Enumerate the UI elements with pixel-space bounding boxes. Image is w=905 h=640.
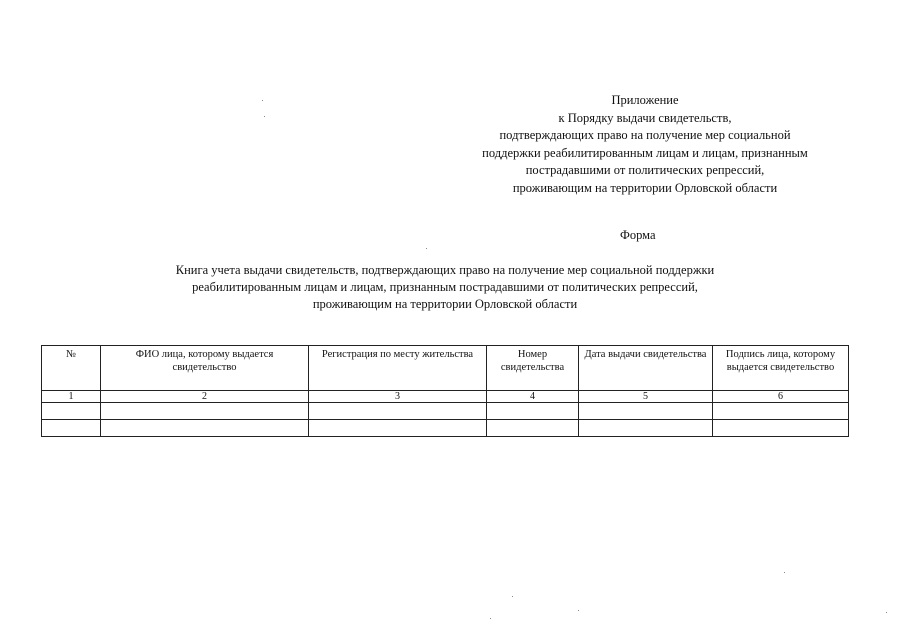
table-cell — [101, 420, 309, 437]
form-label: Форма — [620, 228, 656, 242]
table-cell — [309, 420, 487, 437]
scan-speck — [578, 610, 579, 611]
table-row — [42, 403, 849, 420]
appendix-title: Приложение — [611, 93, 679, 107]
book-title-line: реабилитированным лицам и лицам, признанным пострадавшими от политических репрессий, — [192, 280, 698, 294]
table-cell — [713, 420, 849, 437]
column-number: 2 — [101, 391, 309, 403]
column-number: 4 — [487, 391, 579, 403]
table-row — [42, 420, 849, 437]
appendix-line: пострадавшими от политических репрессий, — [525, 163, 765, 177]
header-certificate-number: Номер свидетельства — [487, 346, 579, 391]
header-signature: Подпись лица, которому выдается свидетельство — [713, 346, 849, 391]
header-registration: Регистрация по месту жительства — [309, 346, 487, 391]
table-cell — [579, 403, 713, 420]
table-header-row — [42, 346, 849, 391]
book-title-line: проживающим на территории Орловской области — [312, 297, 578, 311]
book-title-line: Книга учета выдачи свидетельств, подтверждающих право на получение мер социальной поддержки — [175, 263, 715, 277]
header-number: № — [42, 346, 101, 391]
scan-speck — [262, 100, 263, 101]
scan-speck — [784, 572, 785, 573]
column-number-row — [42, 391, 849, 403]
appendix-line: к Порядку выдачи свидетельств, — [558, 110, 732, 125]
registry-table — [41, 345, 849, 437]
appendix-block — [440, 92, 850, 197]
appendix-line: проживающим на территории Орловской области — [512, 180, 778, 195]
book-title — [60, 262, 830, 313]
appendix-line: подтверждающих право на получение мер социальной — [499, 128, 791, 142]
scan-speck — [490, 618, 491, 619]
table-cell — [42, 403, 101, 420]
table-cell — [101, 403, 309, 420]
scan-speck — [512, 596, 513, 597]
scan-speck — [264, 116, 265, 117]
column-number: 6 — [713, 391, 849, 403]
header-issue-date: Дата выдачи свидетельства — [579, 346, 713, 391]
header-full-name: ФИО лица, которому выдается свидетельство — [101, 346, 309, 391]
scan-speck — [886, 612, 887, 613]
table-cell — [579, 420, 713, 437]
table-cell — [42, 420, 101, 437]
column-number: 5 — [579, 391, 713, 403]
column-number: 3 — [309, 391, 487, 403]
table-cell — [487, 420, 579, 437]
column-number: 1 — [42, 391, 101, 403]
table-cell — [309, 403, 487, 420]
table-cell — [713, 403, 849, 420]
table-cell — [487, 403, 579, 420]
scan-speck — [426, 248, 427, 249]
appendix-line: поддержки реабилитированным лицам и лицам, признанным — [482, 145, 808, 160]
